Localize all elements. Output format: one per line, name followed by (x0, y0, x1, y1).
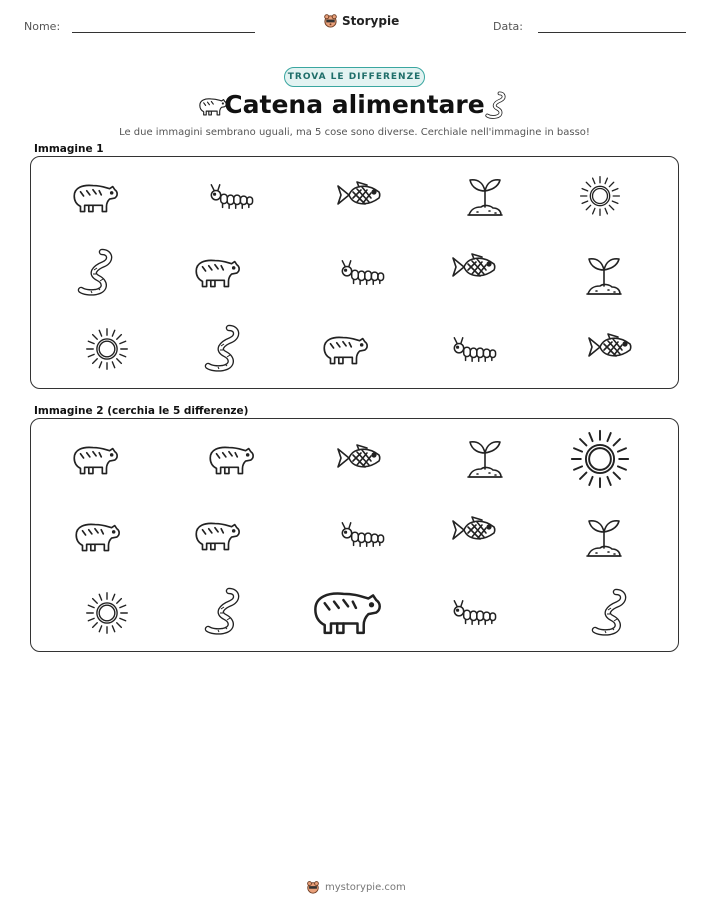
name-field[interactable] (72, 32, 255, 33)
fish-icon[interactable] (335, 441, 383, 475)
bear-icon[interactable] (190, 253, 242, 291)
bear-icon[interactable] (68, 178, 120, 216)
caterpillar-icon[interactable] (337, 258, 387, 288)
fish-icon[interactable] (335, 178, 383, 212)
bear-icon[interactable] (318, 330, 370, 368)
bear-icon[interactable] (70, 517, 122, 555)
worm-icon[interactable] (203, 324, 243, 372)
sprout-icon[interactable] (465, 173, 505, 219)
sun-icon[interactable] (84, 326, 130, 372)
page-title: Catena alimentare (224, 90, 485, 119)
worm-icon (484, 91, 508, 119)
image2-label: Immagine 2 (cerchia le 5 differenze) (34, 405, 249, 417)
caterpillar-icon[interactable] (206, 182, 256, 212)
fish-icon[interactable] (586, 330, 634, 364)
worm-icon[interactable] (590, 588, 630, 636)
sprout-icon[interactable] (584, 252, 624, 298)
bear-icon[interactable] (204, 440, 256, 478)
worm-icon[interactable] (76, 248, 116, 296)
footer (306, 880, 406, 894)
sprout-icon[interactable] (465, 435, 505, 481)
bear-icon[interactable] (306, 583, 384, 639)
caterpillar-icon[interactable] (337, 520, 387, 550)
instructions: Le due immagini sembrano uguali, ma 5 cose sono diverse. Cerchiale nell'immagine in basso! (119, 127, 590, 138)
sprout-icon[interactable] (584, 514, 624, 560)
sun-icon[interactable] (568, 427, 632, 491)
activity-badge: TROVA LE DIFFERENZE (284, 67, 425, 87)
caterpillar-icon[interactable] (449, 598, 499, 628)
name-label: Nome: (24, 20, 61, 33)
fish-icon[interactable] (450, 513, 498, 547)
date-label: Data: (493, 20, 523, 33)
storypie-mascot-icon (323, 13, 338, 28)
brand-name: Storypie (342, 13, 400, 28)
worm-icon[interactable] (203, 587, 243, 635)
bear-icon[interactable] (190, 516, 242, 554)
date-field[interactable] (538, 32, 686, 33)
footer-site-link[interactable]: mystorypie.com (325, 881, 406, 893)
brand-logo (323, 13, 399, 28)
sun-icon[interactable] (578, 174, 622, 218)
caterpillar-icon[interactable] (449, 335, 499, 365)
storypie-mascot-icon (306, 880, 320, 894)
image1-label: Immagine 1 (34, 143, 104, 155)
fish-icon[interactable] (450, 250, 498, 284)
bear-icon[interactable] (68, 440, 120, 478)
sun-icon[interactable] (84, 590, 130, 636)
